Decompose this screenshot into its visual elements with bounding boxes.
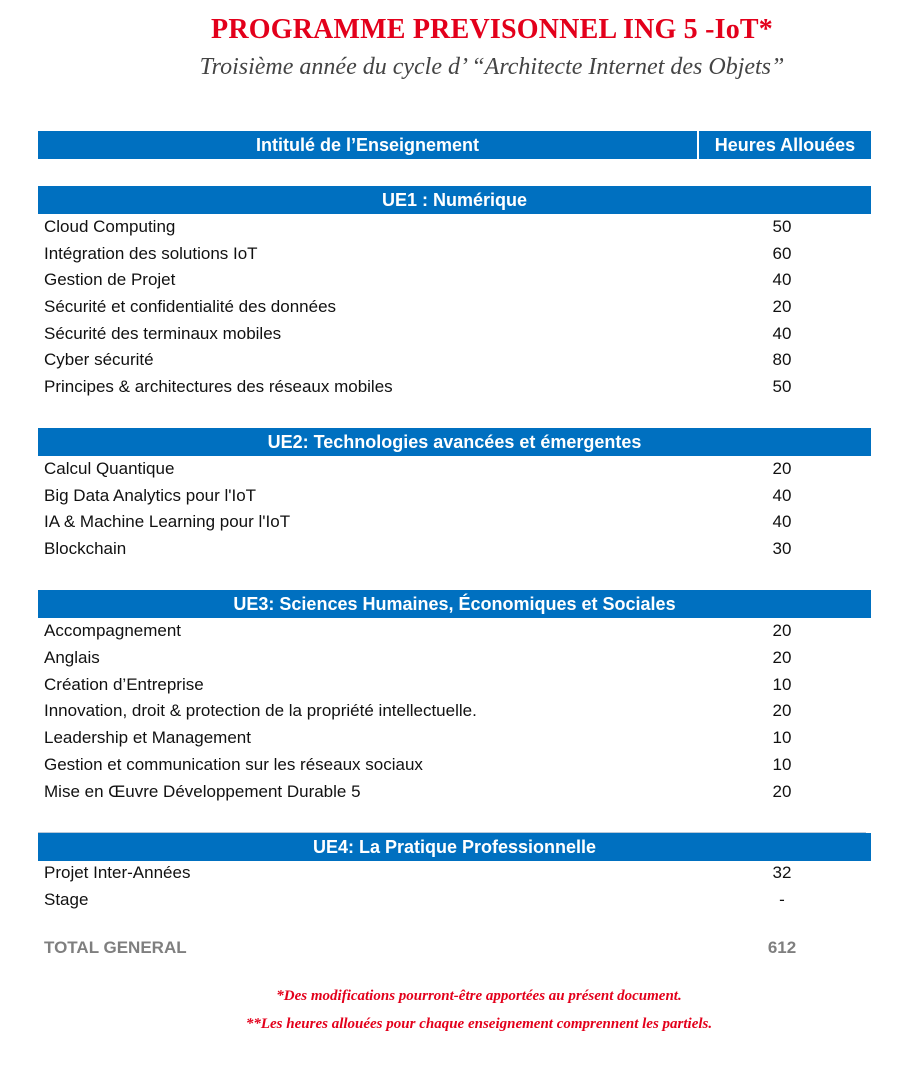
course-name: Leadership et Management [44,728,251,747]
course-hours: 80 [772,350,792,369]
course-name: Innovation, droit & protection de la propriété intellectuelle. [44,701,477,720]
table-row [38,456,871,482]
course-hours: 10 [772,675,792,694]
course-name: Anglais [44,648,100,667]
table-row [38,483,871,509]
table-header [38,131,871,159]
table-row [38,752,871,778]
course-name: Sécurité des terminaux mobiles [44,324,282,343]
table-row [38,241,871,267]
total-row [38,935,871,961]
table-row [38,536,871,562]
column-header-course: Intitulé de l’Enseignement [38,131,699,159]
table-row [38,779,871,805]
course-name: Intégration des solutions IoT [44,244,258,263]
table-row [38,698,871,724]
table-row [38,509,871,535]
course-name: Sécurité et confidentialité des données [44,297,337,316]
course-name: Principes & architectures des réseaux mobiles [44,377,393,396]
course-name: Big Data Analytics pour l'IoT [44,486,257,505]
course-name: IA & Machine Learning pour l'IoT [44,512,291,531]
course-hours: 10 [772,755,792,774]
table-row [38,321,871,347]
course-name: Blockchain [44,539,127,558]
table-row [38,618,871,644]
course-hours: 30 [772,539,792,558]
course-hours: 20 [772,782,792,801]
section-header-ue2: UE2: Technologies avancées et émergentes [38,428,871,456]
table-row [38,860,871,886]
course-hours: 50 [772,377,792,396]
table-row [38,725,871,751]
course-name: Calcul Quantique [44,459,175,478]
course-hours: 20 [772,459,792,478]
course-hours: 40 [772,324,792,343]
course-name: Accompagnement [44,621,182,640]
course-hours: 40 [772,512,792,531]
table-row [38,374,871,400]
course-hours: - [779,890,785,909]
table-row [38,267,871,293]
table-row [38,672,871,698]
total-hours: 612 [767,938,797,957]
section-header-ue4: UE4: La Pratique Professionnelle [38,833,871,861]
course-name: Gestion et communication sur les réseaux sociaux [44,755,423,774]
total-label: TOTAL GENERAL [44,938,187,957]
column-header-hours: Heures Allouées [714,134,856,155]
course-name: Mise en Œuvre Développement Durable 5 [44,782,361,801]
document-title: PROGRAMME PREVISONNEL ING 5 -IoT* [211,14,773,45]
course-hours: 60 [772,244,792,263]
course-hours: 40 [772,270,792,289]
document-subtitle: Troisième année du cycle d’ “Architecte Internet des Objets” [199,54,785,80]
course-hours: 20 [772,621,792,640]
course-hours: 20 [772,648,792,667]
table-row [38,645,871,671]
course-name: Gestion de Projet [44,270,176,289]
course-name: Création d’Entreprise [44,675,204,694]
table-row [38,887,871,913]
course-name: Cyber sécurité [44,350,154,369]
table-row [38,214,871,240]
table-row [38,294,871,320]
course-hours: 50 [772,217,792,236]
course-hours: 20 [772,701,792,720]
footnote-hours: **Les heures allouées pour chaque enseignement comprennent les partiels. [245,1016,713,1032]
course-name: Projet Inter-Années [44,863,191,882]
footnote-modifications: *Des modifications pourront-être apportées au présent document. [276,988,682,1004]
course-name: Stage [44,890,89,909]
course-hours: 10 [772,728,792,747]
table-row [38,347,871,373]
course-hours: 20 [772,297,792,316]
course-hours: 40 [772,486,792,505]
course-hours: 32 [772,863,792,882]
section-header-ue1: UE1 : Numérique [38,186,871,214]
section-header-ue3: UE3: Sciences Humaines, Économiques et Sociales [38,590,871,618]
course-name: Cloud Computing [44,217,176,236]
